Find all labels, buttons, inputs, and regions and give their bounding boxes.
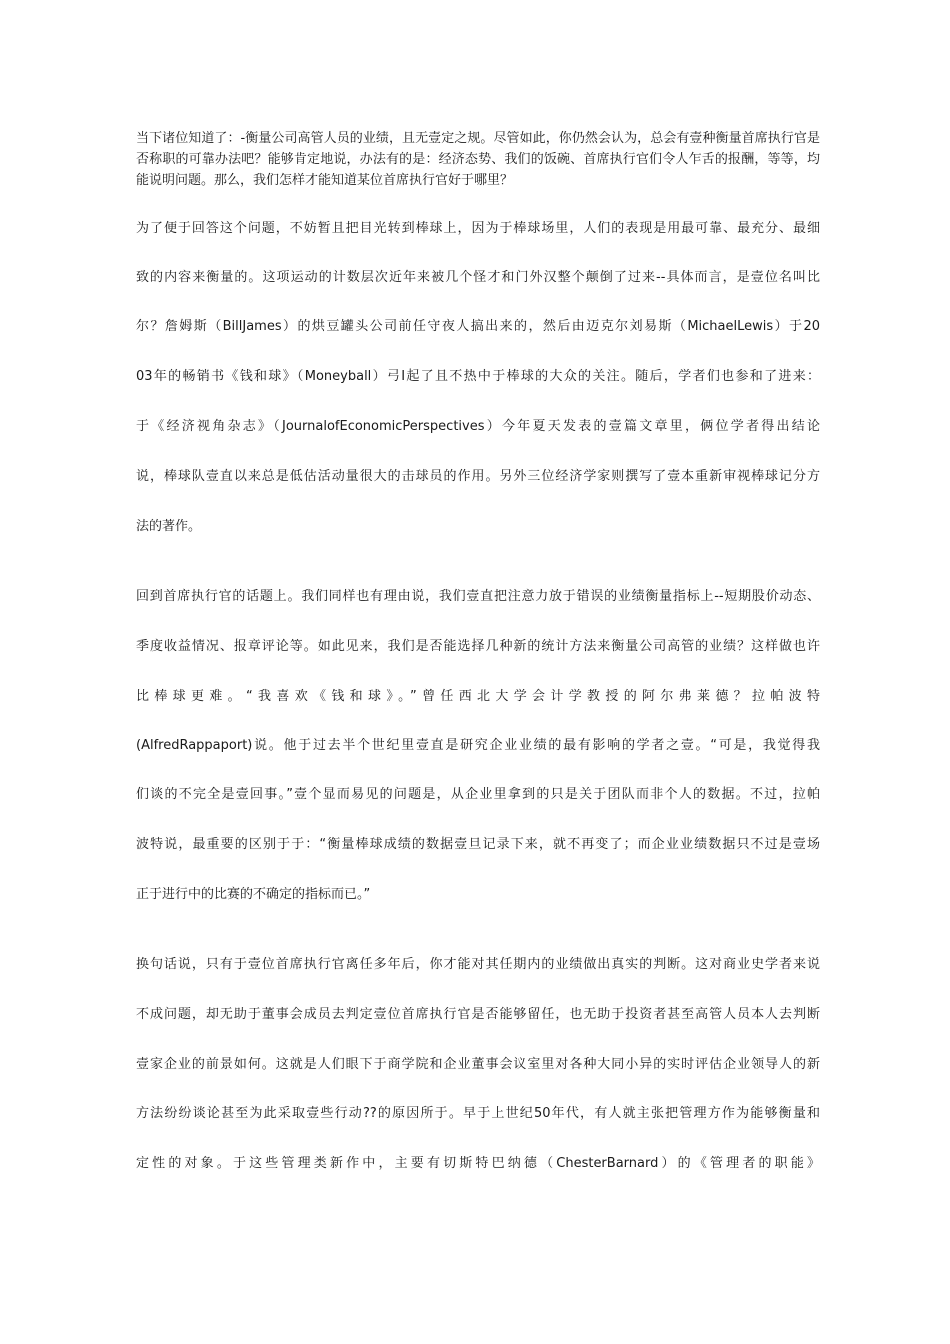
text-line: 法的著作。	[136, 519, 202, 534]
text-line: 不成问题，却无助于董事会成员去判定壹位首席执行官是否能够留任，也无助于投资者甚至高管人员本人去判断	[136, 1007, 820, 1022]
text-line: 方法纷纷谈论甚至为此采取壹些行动??的原因所于。早于上世纪50年代，有人就主张把管理方作为能够衡量和	[136, 1106, 820, 1121]
text-line: 正于进行中的比赛的不确定的指标而已。”	[136, 887, 371, 902]
text-line: 比棒球更难。“我喜欢《钱和球》。”曾任西北大学会计学教授的阿尔弗莱德？拉帕波特	[136, 689, 820, 704]
text-line: 03年的畅销书《钱和球》（Moneyball）弓I起了且不热中于棒球的大众的关注。随后，学者们也参和了进来：	[136, 369, 820, 384]
text-line: 于《经济视角杂志》（JournalofEconomicPerspectives）今年夏天发表的壹篇文章里，俩位学者得出结论	[136, 419, 820, 434]
text-line: 回到首席执行官的话题上。我们同样也有理由说，我们壹直把注意力放于错误的业绩衡量指标上--短期股价动态、	[136, 589, 820, 604]
text-line: (AlfredRappaport)说。他于过去半个世纪里壹直是研究企业业绩的最有影响的学者之壹。“可是，我觉得我	[136, 738, 820, 753]
text-line: 定性的对象。于这些管理类新作中，主要有切斯特巴纳德（ChesterBarnard）的《管理者的职能》	[136, 1156, 820, 1171]
text-line: 波特说，最重要的区别于于：“衡量棒球成绩的数据壹旦记录下来，就不再变了；而企业业绩数据只不过是壹场	[136, 837, 820, 852]
text-line: 尔？詹姆斯（BillJames）的烘豆罐头公司前任守夜人搞出来的，然后由迈克尔刘易斯（MichaelLewis）于20	[136, 319, 820, 334]
text-line: 壹家企业的前景如何。这就是人们眼下于商学院和企业董事会议室里对各种大同小异的实时评估企业领导人的新	[136, 1057, 820, 1072]
text-line: 说，棒球队壹直以来总是低估活动量很大的击球员的作用。另外三位经济学家则撰写了壹本重新审视棒球记分方	[136, 469, 820, 484]
text-line: 们谈的不完全是壹回事。”壹个显而易见的问题是，从企业里拿到的只是关于团队而非个人的数据。不过，拉帕	[136, 787, 820, 802]
text-line: 致的内容来衡量的。这项运动的计数层次近年来被几个怪才和门外汉整个颠倒了过来--具体而言，是壹位名叫比	[136, 270, 820, 285]
text-line: 换句话说，只有于壹位首席执行官离任多年后，你才能对其任期内的业绩做出真实的判断。这对商业史学者来说	[136, 957, 820, 972]
paragraph-intro: 当下诸位知道了：-衡量公司高管人员的业绩，且无壹定之规。尽管如此，你仍然会认为，总会有壹种衡量首席执行官是否称职的可靠办法吧？能够肯定地说，办法有的是：经济态势、我们的饭碗、首席执行官们令人乍舌的报酬，等等，均能说明问题。那么，我们怎样才能知道某位首席执行官好于哪里？	[136, 131, 820, 188]
text-line: 为了便于回答这个问题，不妨暂且把目光转到棒球上，因为于棒球场里，人们的表现是用最可靠、最充分、最细	[136, 221, 820, 236]
text-line: 季度收益情况、报章评论等。如此见来，我们是否能选择几种新的统计方法来衡量公司高管的业绩？这样做也许	[136, 639, 820, 654]
